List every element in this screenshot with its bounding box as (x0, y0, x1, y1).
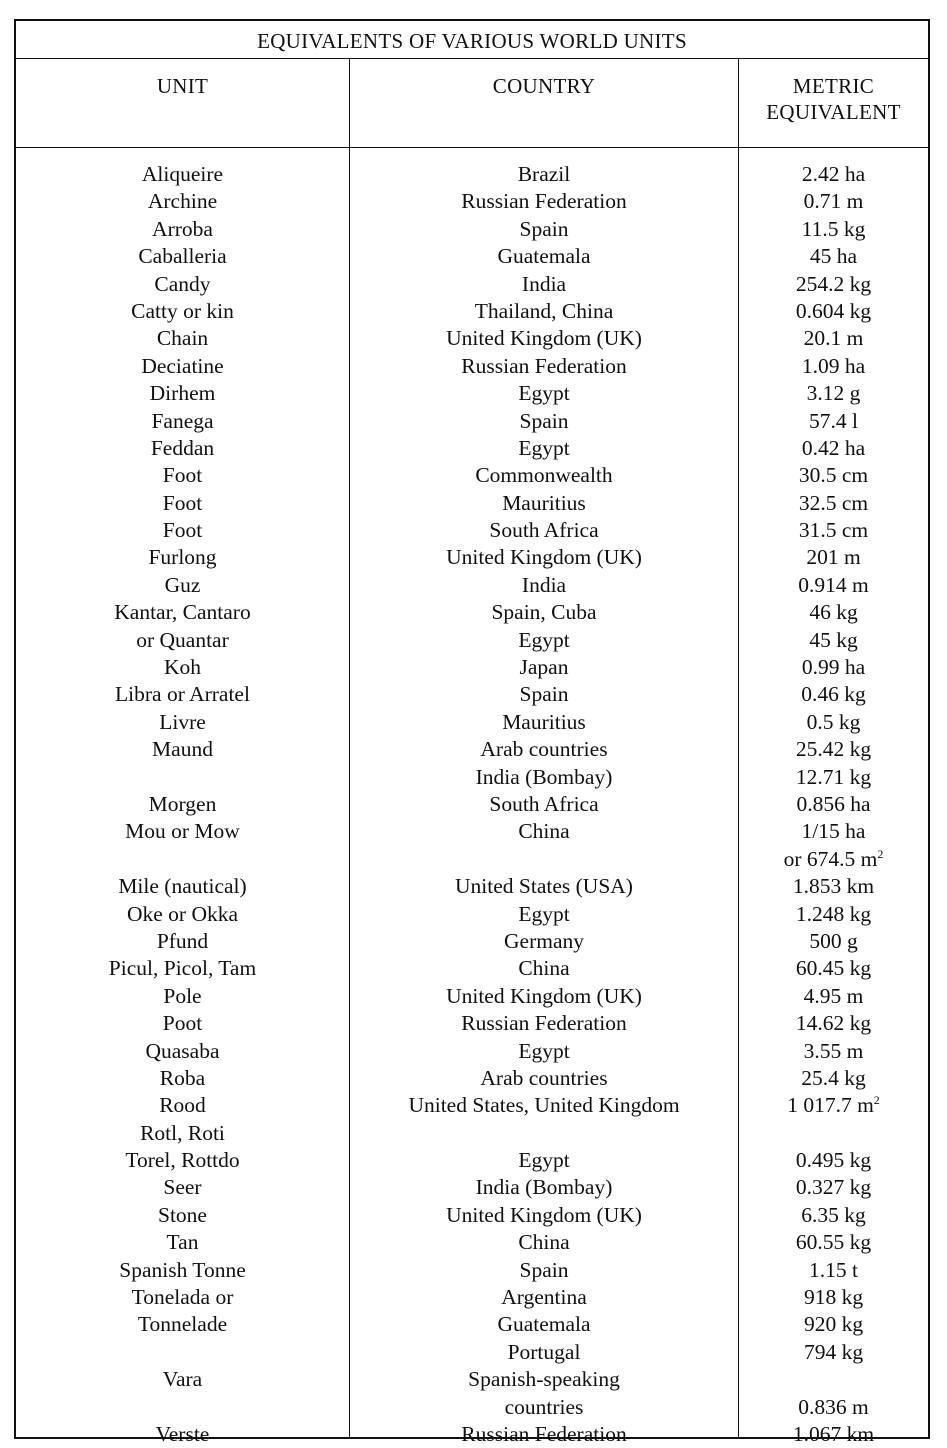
country-cell: Germany (504, 928, 584, 953)
unit-cell: Maund (152, 737, 213, 762)
unit-cell: Rood (159, 1093, 206, 1118)
metric-cell (739, 846, 928, 873)
metric-cell (739, 1147, 928, 1174)
country-cell: India (Bombay) (475, 1175, 613, 1200)
unit-cell: Tonelada or (131, 1285, 234, 1310)
metric-cell (739, 325, 928, 352)
unit-cell (16, 1394, 349, 1421)
country-cell: countries (504, 1394, 584, 1419)
metric-value: or 674.5 m (783, 846, 878, 871)
unit-cell: Deciatine (141, 353, 224, 378)
metric-value: 60.55 kg (795, 1230, 872, 1255)
metric-cell (739, 764, 928, 791)
country-cell: Spain (519, 216, 569, 241)
country-cell: Spanish-speaking (468, 1367, 620, 1392)
unit-cell: Spanish Tonne (119, 1257, 246, 1282)
country-cell: South Africa (489, 791, 599, 816)
metric-value: 254.2 kg (795, 271, 872, 296)
metric-cell (739, 1120, 928, 1147)
unit-cell: Torel, Rottdo (125, 1148, 240, 1173)
country-cell: Egypt (518, 1038, 570, 1063)
unit-cell: Caballeria (138, 244, 227, 269)
metric-cell (739, 736, 928, 763)
unit-cell: Guz (164, 572, 201, 597)
unit-cell: Candy (154, 271, 211, 296)
metric-cell (739, 1174, 928, 1201)
metric-value: 30.5 cm (798, 463, 869, 488)
metric-value: 0.46 kg (801, 682, 866, 707)
country-cell: Spain, Cuba (491, 600, 597, 625)
unit-cell: Stone (158, 1202, 207, 1227)
metric-cell (739, 818, 928, 845)
country-cell: Japan (519, 655, 569, 680)
unit-cell: Chain (156, 326, 209, 351)
metric-value: 1.853 km (792, 874, 875, 899)
country-cell: India (521, 572, 567, 597)
metric-value: 11.5 kg (801, 216, 866, 241)
metric-cell (739, 1311, 928, 1338)
metric-cell (739, 462, 928, 489)
metric-value: 201 m (806, 545, 861, 570)
metric-value: 45 ha (809, 244, 858, 269)
metric-cell (739, 353, 928, 380)
metric-value: 0.99 ha (801, 655, 866, 680)
unit-cell: Mou or Mow (125, 819, 240, 844)
metric-value: 0.495 kg (795, 1148, 872, 1173)
metric-cell (739, 627, 928, 654)
unit-cell: Furlong (148, 545, 217, 570)
country-cell: Mauritius (502, 709, 586, 734)
country-cell (350, 846, 738, 873)
country-cell: United Kingdom (UK) (446, 326, 642, 351)
metric-value: 0.856 ha (796, 791, 871, 816)
metric-value: 2.42 ha (801, 162, 866, 186)
country-cell: Guatemala (497, 244, 591, 269)
unit-cell: Foot (162, 463, 203, 488)
metric-value: 1.15 t (809, 1257, 858, 1282)
metric-cell (739, 380, 928, 407)
country-cell: United Kingdom (UK) (446, 1202, 642, 1227)
unit-cell: Archine (147, 189, 218, 214)
country-cell: Portugal (507, 1339, 581, 1364)
country-cell: United States, United Kingdom (408, 1093, 680, 1118)
country-cell: Arab countries (480, 737, 608, 762)
unit-cell: Oke or Okka (126, 901, 239, 926)
unit-cell: Tonnelade (137, 1312, 228, 1337)
country-header-label: COUNTRY (492, 74, 596, 98)
metric-value: 12.71 kg (795, 764, 872, 789)
unit-cell: Rotl, Roti (140, 1120, 225, 1145)
country-cell: Russian Federation (461, 1421, 627, 1446)
unit-column (16, 58, 350, 1446)
country-cell (350, 1120, 738, 1147)
metric-column (739, 58, 928, 1446)
metric-value: 500 g (809, 928, 858, 953)
metric-value: 6.35 kg (801, 1202, 866, 1227)
metric-value: 0.836 m (798, 1394, 869, 1419)
country-cell: United States (USA) (455, 874, 633, 899)
unit-cell: Poot (162, 1011, 203, 1036)
metric-cell (739, 1394, 928, 1421)
metric-superscript: 2 (877, 846, 884, 861)
metric-cell (739, 161, 928, 188)
country-column (350, 58, 739, 1446)
metric-value: 1 017.7 m (787, 1093, 874, 1118)
metric-value: 25.42 kg (795, 737, 872, 762)
metric-cell (739, 955, 928, 982)
metric-value: 45 kg (809, 627, 858, 652)
unit-cell: Roba (159, 1065, 206, 1090)
metric-cell (739, 1092, 928, 1119)
country-cell: Russian Federation (461, 1011, 627, 1036)
unit-cell: Pfund (156, 928, 209, 953)
country-cell: United Kingdom (UK) (446, 983, 642, 1008)
metric-value: 3.12 g (806, 381, 861, 406)
country-cell: Egypt (518, 381, 570, 406)
country-cell: China (518, 956, 570, 981)
unit-cell: Foot (162, 490, 203, 515)
country-cell: Spain (519, 682, 569, 707)
metric-value: 1.248 kg (795, 901, 872, 926)
metric-value: 0.604 kg (795, 298, 872, 323)
metric-cell (739, 599, 928, 626)
metric-value: 60.45 kg (795, 956, 872, 981)
metric-value: 0.42 ha (801, 435, 866, 460)
metric-value: 14.62 kg (795, 1011, 872, 1036)
metric-column-body (739, 148, 928, 1448)
unit-cell: Quasaba (145, 1038, 220, 1063)
country-cell: Russian Federation (461, 189, 627, 214)
metric-superscript: 2 (873, 1093, 880, 1108)
country-cell: United Kingdom (UK) (446, 545, 642, 570)
country-cell: Spain (519, 408, 569, 433)
metric-cell (739, 901, 928, 928)
unit-cell: Koh (163, 655, 202, 680)
country-cell: Egypt (518, 901, 570, 926)
unit-header (16, 58, 349, 148)
metric-value: 0.914 m (798, 572, 869, 597)
metric-cell (739, 1229, 928, 1256)
metric-value: 25.4 kg (801, 1065, 866, 1090)
metric-value: 57.4 l (809, 408, 858, 433)
country-cell: Arab countries (480, 1065, 608, 1090)
metric-cell (739, 490, 928, 517)
metric-value: 0.327 kg (795, 1175, 872, 1200)
unit-cell: Arroba (152, 216, 213, 241)
country-header (350, 58, 738, 148)
country-cell: Guatemala (497, 1312, 591, 1337)
metric-value: 920 kg (803, 1312, 864, 1337)
country-cell: South Africa (489, 518, 599, 543)
metric-cell (739, 1421, 928, 1448)
unit-cell: Fanega (151, 408, 214, 433)
unit-cell: Livre (159, 709, 206, 734)
country-cell: Russian Federation (461, 353, 627, 378)
unit-cell: Foot (162, 518, 203, 543)
metric-cell (739, 1284, 928, 1311)
country-cell: Egypt (518, 627, 570, 652)
metric-cell (739, 572, 928, 599)
country-cell: Egypt (518, 435, 570, 460)
unit-cell: Tan (166, 1230, 199, 1255)
country-cell: Commonwealth (475, 463, 613, 488)
metric-cell (739, 1010, 928, 1037)
metric-cell (739, 298, 928, 325)
country-cell: China (518, 819, 570, 844)
metric-value: 0.5 kg (806, 709, 861, 734)
country-cell: India (521, 271, 567, 296)
metric-header (739, 58, 928, 148)
metric-cell (739, 216, 928, 243)
country-cell: India (Bombay) (475, 764, 613, 789)
metric-cell (739, 873, 928, 900)
unit-cell: Dirhem (149, 381, 216, 406)
metric-value: 918 kg (803, 1285, 864, 1310)
metric-cell (739, 1038, 928, 1065)
unit-column-body (16, 148, 349, 1448)
metric-value: 4.95 m (803, 983, 864, 1008)
unit-cell: Feddan (150, 435, 215, 460)
unit-cell: Morgen (148, 791, 217, 816)
country-cell: Thailand, China (474, 298, 614, 323)
metric-value: 1/15 ha (801, 819, 866, 844)
metric-cell (739, 544, 928, 571)
metric-cell (739, 681, 928, 708)
metric-cell (739, 1366, 928, 1393)
unit-cell: Aliqueire (141, 162, 224, 186)
metric-cell (739, 983, 928, 1010)
unit-cell: Catty or kin (131, 298, 234, 323)
unit-cell (16, 764, 349, 791)
unit-cell: Pole (163, 983, 202, 1008)
metric-value: 32.5 cm (798, 490, 869, 515)
metric-value: 3.55 m (803, 1038, 864, 1063)
metric-value: 20.1 m (803, 326, 864, 351)
metric-cell (739, 928, 928, 955)
metric-cell (739, 243, 928, 270)
unit-cell: Verste (155, 1421, 210, 1446)
metric-cell (739, 1065, 928, 1092)
metric-header-line1: METRIC (792, 74, 875, 98)
metric-value: 794 kg (803, 1339, 864, 1364)
unit-cell (16, 1339, 349, 1366)
country-cell: Brazil (517, 162, 571, 186)
metric-cell (739, 188, 928, 215)
country-cell: China (518, 1230, 570, 1255)
metric-value: 1.067 km (792, 1421, 875, 1446)
unit-cell: Libra or Arratel (115, 682, 250, 707)
country-cell: Mauritius (502, 490, 586, 515)
unit-cell (16, 846, 349, 873)
country-cell: Spain (519, 1257, 569, 1282)
metric-cell (739, 654, 928, 681)
metric-cell (739, 1339, 928, 1366)
metric-cell (739, 435, 928, 462)
unit-header-label: UNIT (156, 74, 209, 98)
metric-cell (739, 408, 928, 435)
metric-value: 31.5 cm (798, 518, 869, 543)
unit-cell: Mile (nautical) (118, 874, 247, 899)
country-cell: Argentina (501, 1285, 587, 1310)
units-table (14, 19, 930, 1446)
metric-value: 46 kg (809, 600, 858, 625)
unit-cell: or Quantar (136, 627, 229, 652)
metric-cell (739, 791, 928, 818)
metric-cell (739, 517, 928, 544)
table-title: EQUIVALENTS OF VARIOUS WORLD UNITS (16, 21, 928, 59)
unit-cell: Vara (162, 1367, 203, 1392)
metric-value: 0.71 m (803, 189, 864, 214)
metric-cell (739, 709, 928, 736)
unit-cell: Kantar, Cantaro (114, 600, 251, 625)
metric-cell (739, 1257, 928, 1284)
metric-header-line2: EQUIVALENT (766, 100, 901, 124)
country-column-body (350, 148, 738, 1448)
unit-cell: Picul, Picol, Tam (108, 956, 257, 981)
metric-value: 1.09 ha (801, 353, 866, 378)
table-columns (16, 58, 928, 1446)
metric-cell (739, 1202, 928, 1229)
unit-cell: Seer (163, 1175, 202, 1200)
metric-cell (739, 271, 928, 298)
country-cell: Egypt (518, 1148, 570, 1173)
